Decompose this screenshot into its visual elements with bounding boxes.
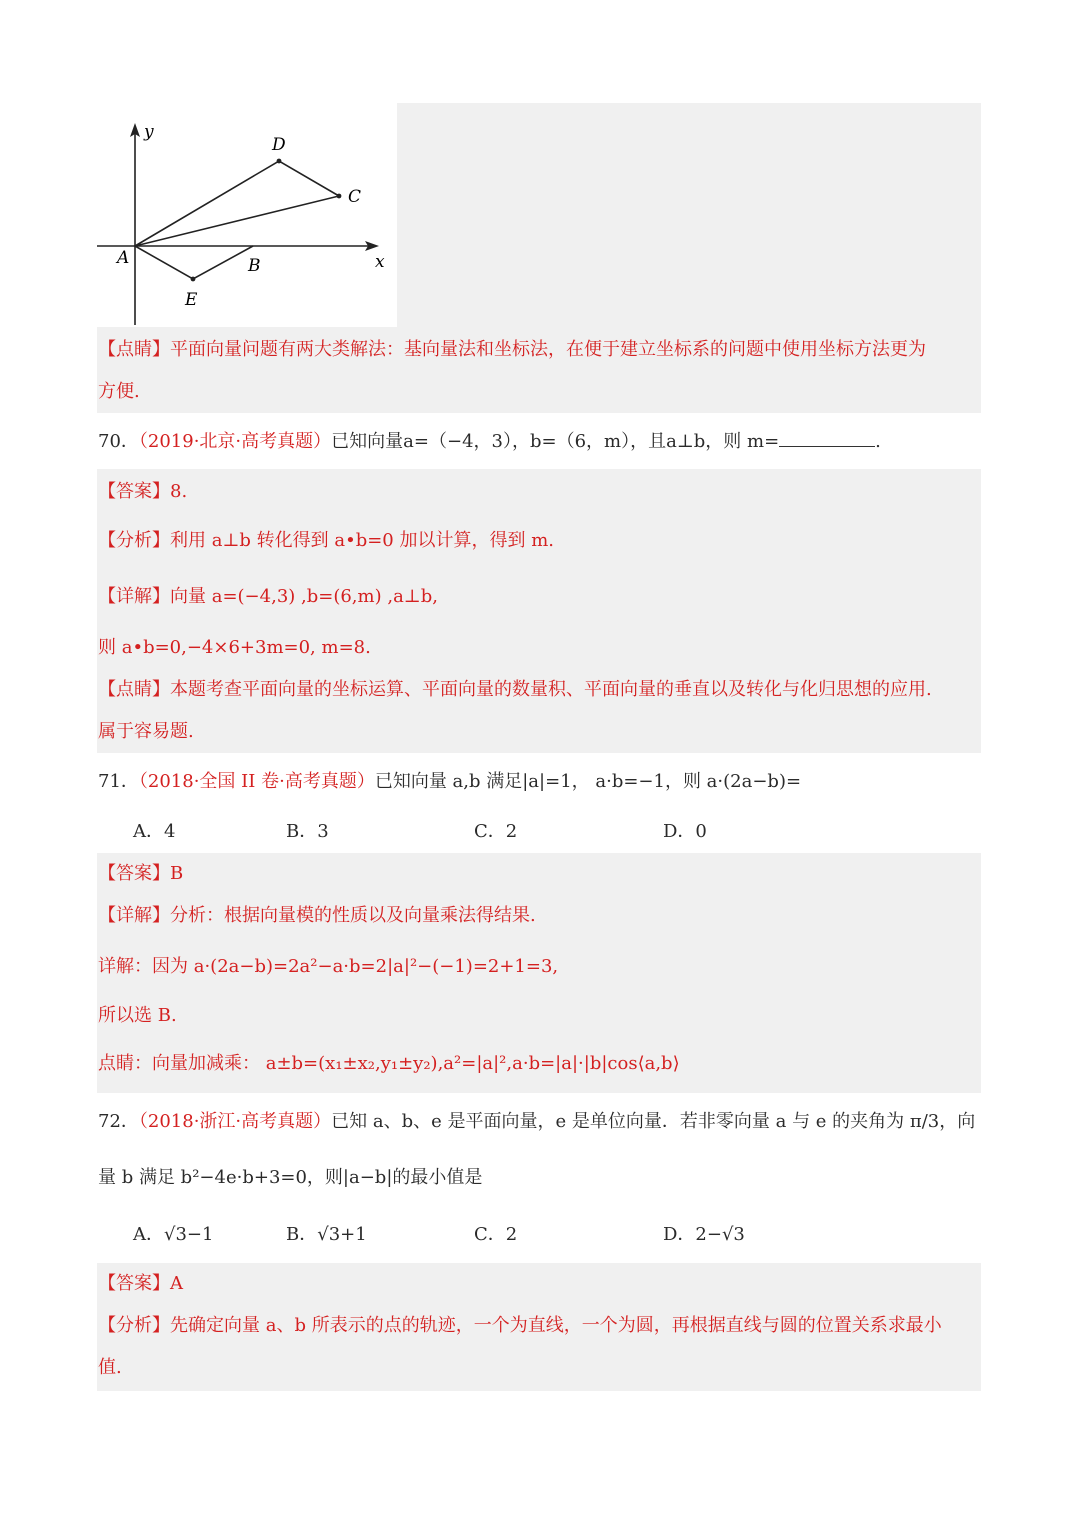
- parallelogram-figure: [97, 103, 397, 327]
- answer-70: 【答案】8.: [98, 481, 188, 502]
- remark-69-line2: 方便.: [98, 381, 140, 402]
- detail-70-line1: 【详解】向量 a=(−4,3) ,b=(6,m) ,a⊥b,: [98, 586, 438, 607]
- analysis-72-line1: 【分析】先确定向量 a、b 所表示的点的轨迹，一个为直线，一个为圆，再根据直线与圆的位置关系求最小: [98, 1315, 942, 1336]
- detail-71-line2: 详解：因为 a·(2a−b)=2a²−a·b=2|a|²−(−1)=2+1=3,: [98, 956, 559, 977]
- label-B: B: [248, 256, 261, 276]
- question-text: 已知 a、b、e 是平面向量，e 是单位向量．若非零向量 a 与 e 的夹角为 π/3，向: [331, 1111, 976, 1132]
- option-71-d: D．0: [663, 821, 707, 842]
- label-x: x: [375, 252, 385, 272]
- label-C: C: [348, 187, 362, 207]
- question-number: 70．: [98, 431, 139, 452]
- question-72-stem-line2: 量 b 满足 b²−4e·b+3=0，则|a−b|的最小值是: [98, 1167, 483, 1188]
- question-70-stem: [98, 430, 881, 454]
- option-72-c: C．2: [474, 1224, 518, 1245]
- question-71-stem: [98, 770, 801, 794]
- question-end: .: [875, 431, 881, 452]
- question-source: （2019·北京·高考真题）: [138, 431, 332, 452]
- detail-71-line4: 点睛：向量加减乘： a±b=(x₁±x₂,y₁±y₂),a²=|a|²,a·b=|a|·|b|cos⟨a,b⟩: [98, 1053, 680, 1074]
- analysis-70: 【分析】利用 a⊥b 转化得到 a•b=0 加以计算，得到 m.: [98, 530, 554, 551]
- answer-blank: [779, 430, 875, 447]
- label-y: y: [144, 122, 154, 142]
- option-72-d: D．2−√3: [663, 1224, 745, 1245]
- question-number: 71．: [98, 771, 139, 792]
- answer-71: 【答案】B: [98, 863, 184, 884]
- analysis-72-line2: 值.: [98, 1357, 122, 1378]
- question-72-stem-line1: [98, 1110, 975, 1134]
- detail-70-line2: 则 a•b=0,−4×6+3m=0, m=8.: [98, 637, 371, 658]
- solution-block-70: [97, 469, 981, 753]
- option-71-c: C．2: [474, 821, 518, 842]
- question-text: 已知向量a=（−4，3），b=（6，m），且a⊥b，则 m=: [331, 431, 780, 452]
- option-71-b: B．3: [286, 821, 329, 842]
- label-A: A: [117, 248, 130, 268]
- remark-70-line2: 属于容易题.: [98, 721, 194, 742]
- label-D: D: [272, 135, 286, 155]
- question-source: （2018·全国 II 卷·高考真题）: [138, 771, 375, 792]
- question-number: 72．: [98, 1111, 139, 1132]
- option-72-b: B．√3+1: [286, 1224, 367, 1245]
- option-72-a: A．√3−1: [133, 1224, 214, 1245]
- answer-72: 【答案】A: [98, 1273, 183, 1294]
- remark-70-line1: 【点睛】本题考查平面向量的坐标运算、平面向量的数量积、平面向量的垂直以及转化与化归思想的应用.: [98, 679, 932, 700]
- question-source: （2018·浙江·高考真题）: [138, 1111, 332, 1132]
- label-E: E: [185, 290, 198, 310]
- detail-71-line3: 所以选 B.: [98, 1005, 177, 1026]
- question-text: 已知向量 a,b 满足|a|=1， a·b=−1，则 a·(2a−b)=: [374, 771, 802, 792]
- option-71-a: A．4: [133, 821, 176, 842]
- remark-69-line1: 【点睛】平面向量问题有两大类解法：基向量法和坐标法，在便于建立坐标系的问题中使用坐标方法更为: [98, 339, 926, 360]
- detail-71-line1: 【详解】分析：根据向量模的性质以及向量乘法得结果.: [98, 905, 536, 926]
